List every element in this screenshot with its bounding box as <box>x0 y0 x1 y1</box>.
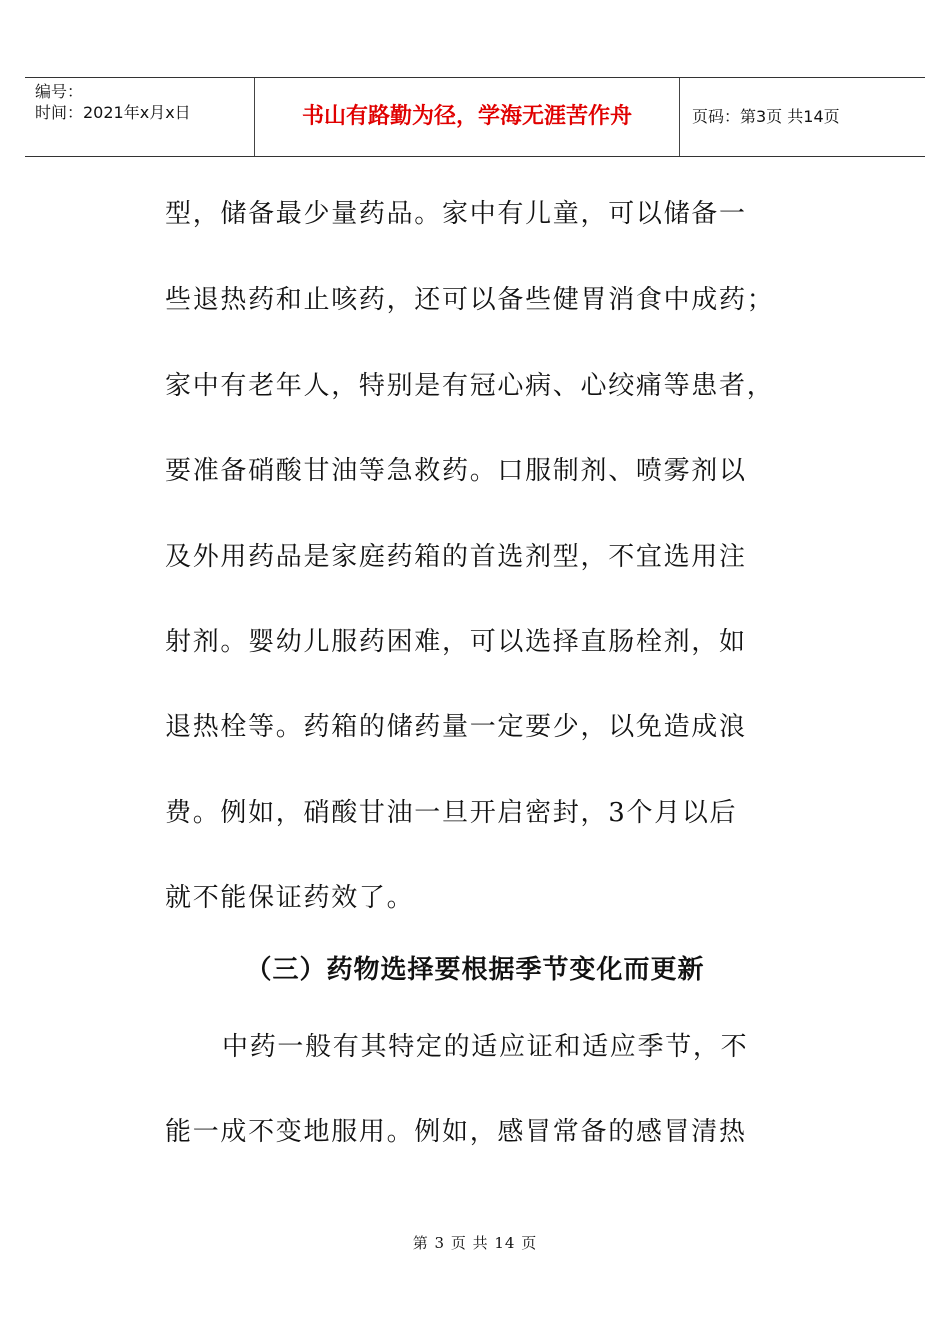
header-page-info: 页码：第3页 共14页 <box>692 107 840 126</box>
body-line: 能一成不变地服用。例如，感冒常备的感冒清热 <box>165 1117 747 1147</box>
body-line: 射剂。婴幼儿服药困难，可以选择直肠栓剂，如 <box>165 627 747 657</box>
document-time-label: 时间：2021年x月x日 <box>35 103 191 122</box>
document-number-label: 编号： <box>35 82 84 101</box>
section-heading: （三）药物选择要根据季节变化而更新 <box>245 955 705 985</box>
body-line: 型，储备最少量药品。家中有儿童，可以储备一 <box>165 199 747 229</box>
body-line: 费。例如，硝酸甘油一旦开启密封，3个月以后 <box>165 798 738 828</box>
body-line: 要准备硝酸甘油等急救药。口服制剂、喷雾剂以 <box>165 456 747 486</box>
header-meta-cell <box>25 78 255 156</box>
body-line: 家中有老年人，特别是有冠心病、心绞痛等患者， <box>165 371 775 401</box>
body-line: 及外用药品是家庭药箱的首选剂型，不宜选用注 <box>165 542 747 572</box>
header-motto: 书山有路勤为径，学海无涯苦作舟 <box>255 78 680 156</box>
body-line: 就不能保证药效了。 <box>165 883 415 913</box>
body-line: 退热栓等。药箱的储药量一定要少，以免造成浪 <box>165 712 747 742</box>
page-header <box>25 77 925 157</box>
body-line: 中药一般有其特定的适应证和适应季节，不 <box>222 1032 749 1062</box>
page-footer: 第 3 页 共 14 页 <box>412 1234 538 1252</box>
body-line: 些退热药和止咳药，还可以备些健胃消食中成药； <box>165 285 775 315</box>
